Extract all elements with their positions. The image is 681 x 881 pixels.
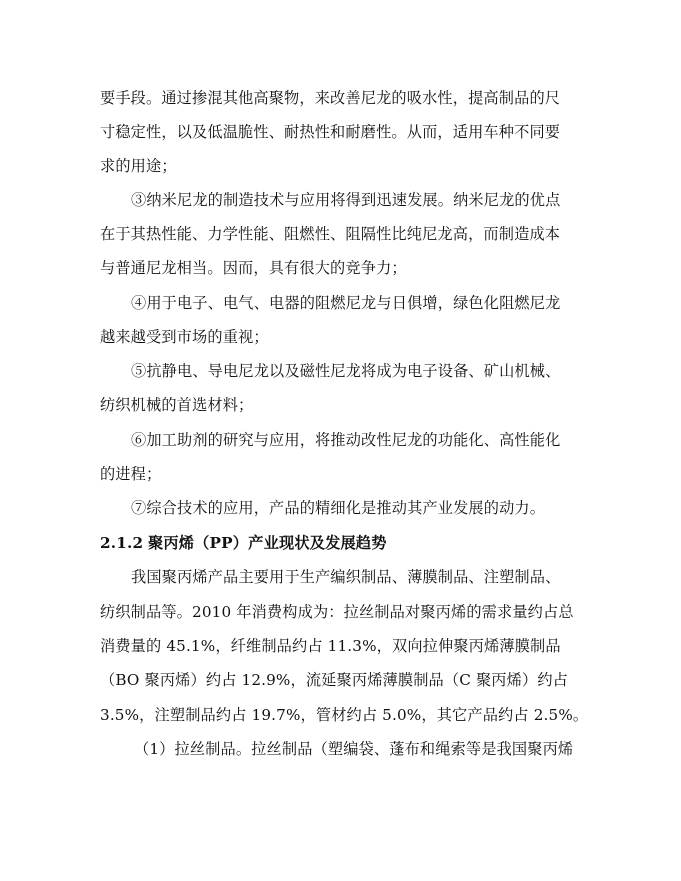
paragraph-line: 我国聚丙烯产品主要用于生产编织制品、薄膜制品、注塑制品、: [131, 568, 561, 586]
list-item-4: ④用于电子、电气、电器的阻燃尼龙与日俱增，绿色化阻燃尼龙: [131, 294, 561, 312]
list-item-5: ⑤抗静电、导电尼龙以及磁性尼龙将成为电子设备、矿山机械、: [131, 362, 561, 380]
paragraph-line: 的进程；: [100, 465, 162, 483]
paragraph-line: （1）拉丝制品。拉丝制品（塑编袋、蓬布和绳索等是我国聚丙烯: [134, 740, 574, 758]
paragraph-line: （BO 聚丙烯）约占 12.9%，流延聚丙烯薄膜制品（C 聚丙烯）约占: [100, 671, 568, 689]
paragraph-line: 3.5%，注塑制品约占 19.7%，管材约占 5.0%，其它产品约占 2.5%。: [100, 706, 589, 724]
section-heading: [100, 533, 387, 553]
paragraph-line: 与普通尼龙相当。因而，具有很大的竞争力；: [100, 259, 407, 277]
list-item-7: ⑦综合技术的应用，产品的精细化是推动其产业发展的动力。: [131, 499, 546, 517]
paragraph-line: 寸稳定性，以及低温脆性、耐热性和耐磨性。从而，适用车种不同要: [100, 123, 561, 141]
list-item-3: ③纳米尼龙的制造技术与应用将得到迅速发展。纳米尼龙的优点: [131, 191, 561, 209]
paragraph-line: 要手段。通过掺混其他高聚物，来改善尼龙的吸水性，提高制品的尺: [100, 89, 561, 107]
list-item-6: ⑥加工助剂的研究与应用，将推动改性尼龙的功能化、高性能化: [131, 431, 561, 449]
section-title: 聚丙烯（PP）产业现状及发展趋势: [148, 534, 387, 552]
paragraph-line: 求的用途；: [100, 157, 177, 175]
paragraph-line: 越来越受到市场的重视；: [100, 328, 269, 346]
paragraph-line: 消费量的 45.1%，纤维制品约占 11.3%，双向拉伸聚丙烯薄膜制品: [100, 637, 561, 655]
section-number: 2.1.2: [100, 534, 144, 552]
paragraph-line: 纺织机械的首选材料；: [100, 396, 254, 414]
paragraph-line: 在于其热性能、力学性能、阻燃性、阻隔性比纯尼龙高，而制造成本: [100, 225, 561, 243]
paragraph-line: 纺织制品等。2010 年消费构成为：拉丝制品对聚丙烯的需求量约占总: [100, 603, 574, 621]
